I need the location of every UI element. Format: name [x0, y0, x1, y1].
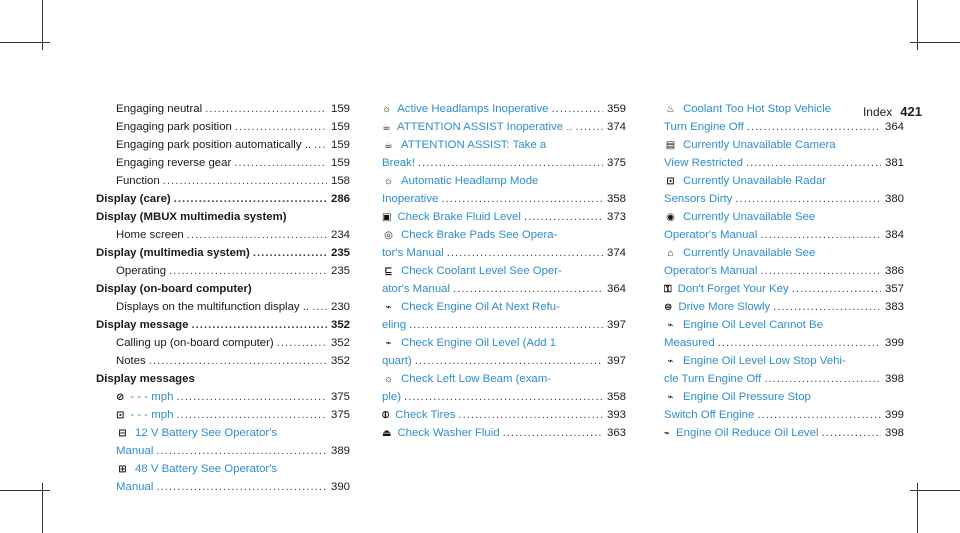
warning-symbol-icon: ♨	[666, 104, 675, 115]
crop-mark	[0, 42, 50, 43]
index-entry[interactable]	[382, 244, 626, 262]
warning-symbol-icon: ⌂	[667, 248, 674, 259]
entry-text: Display (multimedia system)	[96, 247, 250, 259]
warning-symbol-icon: ⌁	[385, 338, 392, 349]
warning-symbol-icon: ⚿	[664, 284, 672, 295]
page-ref: 234	[330, 229, 350, 241]
crop-mark	[910, 42, 960, 43]
page-ref: 363	[606, 427, 626, 439]
page-ref: 286	[330, 193, 350, 205]
page-ref: 399	[884, 337, 904, 349]
entry-text: cle Turn Engine Off	[664, 373, 762, 385]
index-entry[interactable]	[382, 280, 626, 298]
index-entry[interactable]	[382, 154, 626, 172]
entry-text: Home screen	[116, 229, 184, 241]
warning-symbol-icon: ☼	[382, 104, 392, 115]
dot-leader	[441, 190, 603, 208]
page-ref: 380	[884, 193, 904, 205]
page-ref: 386	[884, 265, 904, 277]
entry-text: Check Brake Fluid Level	[397, 211, 521, 223]
entry-text: quart)	[382, 355, 412, 367]
entry-text: Display (on-board computer)	[96, 283, 252, 295]
page-ref: 357	[884, 283, 904, 295]
page-ref: 352	[330, 319, 350, 331]
dot-leader	[174, 190, 327, 208]
dot-leader	[404, 388, 603, 406]
page-ref: 399	[884, 409, 904, 421]
index-entry	[96, 118, 350, 136]
entry-text: Check Engine Oil Level (Add 1	[401, 337, 557, 349]
index-entry[interactable]	[664, 352, 904, 370]
warning-symbol-icon: ☼	[383, 374, 394, 385]
index-entry[interactable]	[664, 298, 904, 316]
warning-symbol-icon: ⊘	[116, 392, 125, 403]
index-entry[interactable]	[664, 406, 904, 424]
entry-text: Inoperative	[382, 193, 439, 205]
dot-leader	[169, 262, 327, 280]
index-column-3	[664, 100, 904, 442]
entry-text: Calling up (on-board computer)	[116, 337, 274, 349]
warning-symbol-icon: ⦶	[382, 410, 390, 421]
entry-text: 12 V Battery See Operator's	[135, 427, 278, 439]
dot-leader	[503, 424, 603, 442]
index-entry[interactable]	[664, 262, 904, 280]
dot-leader	[746, 154, 881, 172]
dot-leader	[757, 406, 881, 424]
page-ref: 159	[330, 103, 350, 115]
entry-text: - - - mph	[130, 409, 174, 421]
index-heading	[96, 370, 350, 388]
index-entry	[96, 352, 350, 370]
entry-text: Manual	[116, 481, 154, 493]
entry-text: Active Headlamps Inoperative	[397, 103, 549, 115]
page-ref: 358	[606, 193, 626, 205]
dot-leader	[409, 316, 603, 334]
dot-leader	[234, 154, 327, 172]
dot-leader	[718, 334, 881, 352]
entry-text: eling	[382, 319, 407, 331]
entry-text: Don't Forget Your Key	[677, 283, 789, 295]
index-entry[interactable]	[664, 226, 904, 244]
page-ref: 159	[330, 139, 350, 151]
page-ref: 359	[606, 103, 626, 115]
page-ref: 384	[884, 229, 904, 241]
index-entry[interactable]	[382, 190, 626, 208]
dot-leader	[277, 334, 327, 352]
page-ref: 374	[606, 247, 626, 259]
warning-symbol-icon: ⌁	[664, 428, 671, 439]
page-ref: 159	[330, 157, 350, 169]
dot-leader	[312, 298, 327, 316]
dot-leader	[552, 100, 604, 118]
page-number: 421	[900, 104, 922, 119]
index-entry[interactable]	[664, 100, 904, 118]
dot-leader	[576, 118, 603, 136]
entry-text: Operator's Manual	[664, 265, 758, 277]
dot-leader	[235, 118, 327, 136]
index-entry[interactable]	[664, 316, 904, 334]
entry-text: Currently Unavailable See	[683, 247, 816, 259]
entry-text: Engine Oil Reduce Oil Level	[676, 427, 819, 439]
page-ref: 364	[606, 283, 626, 295]
page-ref: 230	[330, 301, 350, 313]
index-entry[interactable]	[96, 478, 350, 496]
page-ref: 364	[884, 121, 904, 133]
dot-leader	[163, 172, 327, 190]
dot-leader	[156, 478, 327, 496]
warning-symbol-icon: ⊡	[666, 176, 675, 187]
index-heading	[96, 208, 350, 226]
index-entry	[96, 154, 350, 172]
index-entry[interactable]	[96, 460, 350, 478]
index-entry[interactable]	[664, 208, 904, 226]
index-entry[interactable]	[664, 388, 904, 406]
dot-leader	[418, 154, 603, 172]
entry-text: Engaging park position automatically ..	[116, 139, 312, 151]
page-ref: 374	[606, 121, 626, 133]
index-entry[interactable]	[664, 136, 904, 154]
entry-text: Operating	[116, 265, 167, 277]
entry-text: ATTENTION ASSIST Inoperative ..	[396, 121, 573, 133]
entry-text: Break!	[382, 157, 415, 169]
entry-text: Check Brake Pads See Opera-	[401, 229, 558, 241]
dot-leader	[747, 118, 881, 136]
dot-leader	[156, 442, 327, 460]
index-entry	[96, 172, 350, 190]
page-ref: 352	[330, 337, 350, 349]
dot-leader	[773, 298, 881, 316]
page-ref: 398	[884, 373, 904, 385]
page-ref: 158	[330, 175, 350, 187]
entry-text: Currently Unavailable Radar	[683, 175, 827, 187]
dot-leader	[447, 244, 603, 262]
page-ref: 397	[606, 319, 626, 331]
page-ref: 375	[330, 409, 350, 421]
index-column-2	[382, 100, 626, 442]
warning-symbol-icon: ⌁	[385, 302, 392, 313]
index-entry[interactable]	[382, 406, 626, 424]
index-entry[interactable]	[382, 100, 626, 118]
index-entry	[96, 226, 350, 244]
entry-text: Check Left Low Beam (exam-	[401, 373, 552, 385]
index-entry[interactable]	[96, 388, 350, 406]
warning-symbol-icon: ☕	[384, 140, 393, 151]
index-entry[interactable]	[664, 244, 904, 262]
index-entry[interactable]	[664, 424, 904, 442]
warning-symbol-icon: ◎	[384, 230, 393, 241]
entry-text: Turn Engine Off	[664, 121, 744, 133]
entry-text: Check Coolant Level See Oper-	[401, 265, 562, 277]
warning-symbol-icon: ☼	[383, 176, 394, 187]
dot-leader	[176, 406, 327, 424]
warning-symbol-icon: ⌁	[667, 392, 674, 403]
page-ref: 235	[330, 265, 350, 277]
index-entry[interactable]	[382, 172, 626, 190]
page-ref: 398	[884, 427, 904, 439]
entry-text: Display message	[96, 319, 189, 331]
index-entry	[96, 334, 350, 352]
dot-leader	[176, 388, 327, 406]
dot-leader	[822, 424, 882, 442]
page-ref: 397	[606, 355, 626, 367]
dot-leader	[187, 226, 327, 244]
warning-symbol-icon: ⊟	[118, 428, 127, 439]
index-entry	[96, 100, 350, 118]
entry-text: View Restricted	[664, 157, 743, 169]
index-entry[interactable]	[382, 136, 626, 154]
index-entry[interactable]	[382, 118, 626, 136]
index-heading	[96, 190, 350, 208]
dot-leader	[764, 370, 881, 388]
entry-text: Check Engine Oil At Next Refu-	[401, 301, 560, 313]
warning-symbol-icon: ⊜	[664, 302, 673, 313]
entry-text: Measured	[664, 337, 715, 349]
page-ref: 235	[330, 247, 350, 259]
dot-leader	[735, 190, 881, 208]
index-heading	[96, 316, 350, 334]
page-ref: 375	[330, 391, 350, 403]
warning-symbol-icon: ⊡	[116, 410, 125, 421]
entry-text: Engine Oil Level Cannot Be	[683, 319, 823, 331]
entry-text: Currently Unavailable Camera	[683, 139, 836, 151]
entry-text: Notes	[116, 355, 146, 367]
page-ref: 393	[606, 409, 626, 421]
entry-text: ple)	[382, 391, 401, 403]
entry-text: Manual	[116, 445, 154, 457]
dot-leader	[524, 208, 603, 226]
entry-text: Engaging reverse gear	[116, 157, 232, 169]
index-entry	[96, 298, 350, 316]
entry-text: Coolant Too Hot Stop Vehicle	[683, 103, 831, 115]
warning-symbol-icon: ⊑	[384, 266, 393, 277]
warning-symbol-icon: ▤	[665, 140, 676, 151]
warning-symbol-icon: ⌁	[667, 356, 674, 367]
entry-text: Check Washer Fluid	[397, 427, 500, 439]
index-entry[interactable]	[664, 280, 904, 298]
entry-text: tor's Manual	[382, 247, 444, 259]
index-entry[interactable]	[382, 208, 626, 226]
index-entry[interactable]	[664, 154, 904, 172]
dot-leader	[191, 316, 327, 334]
index-heading	[96, 280, 350, 298]
index-entry[interactable]	[664, 172, 904, 190]
entry-text: Engaging neutral	[116, 103, 203, 115]
index-entry[interactable]	[382, 370, 626, 388]
entry-text: Function	[116, 175, 160, 187]
index-entry[interactable]	[382, 424, 626, 442]
entry-text: 48 V Battery See Operator's	[135, 463, 278, 475]
page-ref: 373	[606, 211, 626, 223]
page-ref: 358	[606, 391, 626, 403]
dot-leader	[149, 352, 327, 370]
index-entry[interactable]	[382, 316, 626, 334]
dot-leader	[453, 280, 603, 298]
crop-mark	[0, 490, 50, 491]
entry-text: Drive More Slowly	[678, 301, 771, 313]
entry-text: Operator's Manual	[664, 229, 758, 241]
index-entry[interactable]	[382, 334, 626, 352]
index-heading	[96, 244, 350, 262]
entry-text: Currently Unavailable See	[683, 211, 816, 223]
page-ref: 389	[330, 445, 350, 457]
warning-symbol-icon: ⊞	[118, 464, 127, 475]
entry-text: Engaging park position	[116, 121, 232, 133]
entry-text: Displays on the multifunction display ..	[116, 301, 310, 313]
index-entry	[96, 136, 350, 154]
entry-text: Automatic Headlamp Mode	[401, 175, 539, 187]
entry-text: Display messages	[96, 373, 195, 385]
page-ref: 375	[606, 157, 626, 169]
index-column-1	[96, 100, 350, 496]
index-entry[interactable]	[664, 118, 904, 136]
header-label: Index	[862, 105, 893, 119]
page-ref: 159	[330, 121, 350, 133]
entry-text: ATTENTION ASSIST: Take a	[401, 139, 547, 151]
entry-text: Sensors Dirty	[664, 193, 733, 205]
index-entry[interactable]	[664, 370, 904, 388]
entry-text: Check Tires	[395, 409, 456, 421]
dot-leader	[205, 100, 327, 118]
index-entry[interactable]	[96, 424, 350, 442]
index-entry[interactable]	[664, 334, 904, 352]
warning-symbol-icon: ⏏	[382, 428, 392, 439]
index-entry[interactable]	[382, 226, 626, 244]
warning-symbol-icon: ⌁	[667, 320, 674, 331]
page-ref: 381	[884, 157, 904, 169]
entry-text: Display (care)	[96, 193, 171, 205]
index-entry[interactable]	[664, 190, 904, 208]
dot-leader	[253, 244, 327, 262]
index-entry[interactable]	[96, 406, 350, 424]
index-entry[interactable]	[96, 442, 350, 460]
crop-mark	[910, 490, 960, 491]
dot-leader	[458, 406, 603, 424]
page-ref: 383	[884, 301, 904, 313]
index-entry[interactable]	[382, 298, 626, 316]
index-entry[interactable]	[382, 262, 626, 280]
dot-leader	[314, 136, 327, 154]
page-ref: 390	[330, 481, 350, 493]
warning-symbol-icon: ▣	[382, 212, 392, 223]
entry-text: ator's Manual	[382, 283, 451, 295]
index-entry	[96, 262, 350, 280]
entry-text: Display (MBUX multimedia system)	[96, 211, 287, 223]
entry-text: Switch Off Engine	[664, 409, 755, 421]
warning-symbol-icon: ☕	[382, 122, 391, 133]
entry-text: Engine Oil Pressure Stop	[683, 391, 811, 403]
dot-leader	[792, 280, 881, 298]
dot-leader	[760, 262, 881, 280]
index-entry[interactable]	[382, 388, 626, 406]
dot-leader	[415, 352, 603, 370]
entry-text: Engine Oil Level Low Stop Vehi-	[683, 355, 846, 367]
dot-leader	[760, 226, 881, 244]
entry-text: - - - mph	[130, 391, 174, 403]
warning-symbol-icon: ◉	[666, 212, 675, 223]
index-entry[interactable]	[382, 352, 626, 370]
page-ref: 352	[330, 355, 350, 367]
